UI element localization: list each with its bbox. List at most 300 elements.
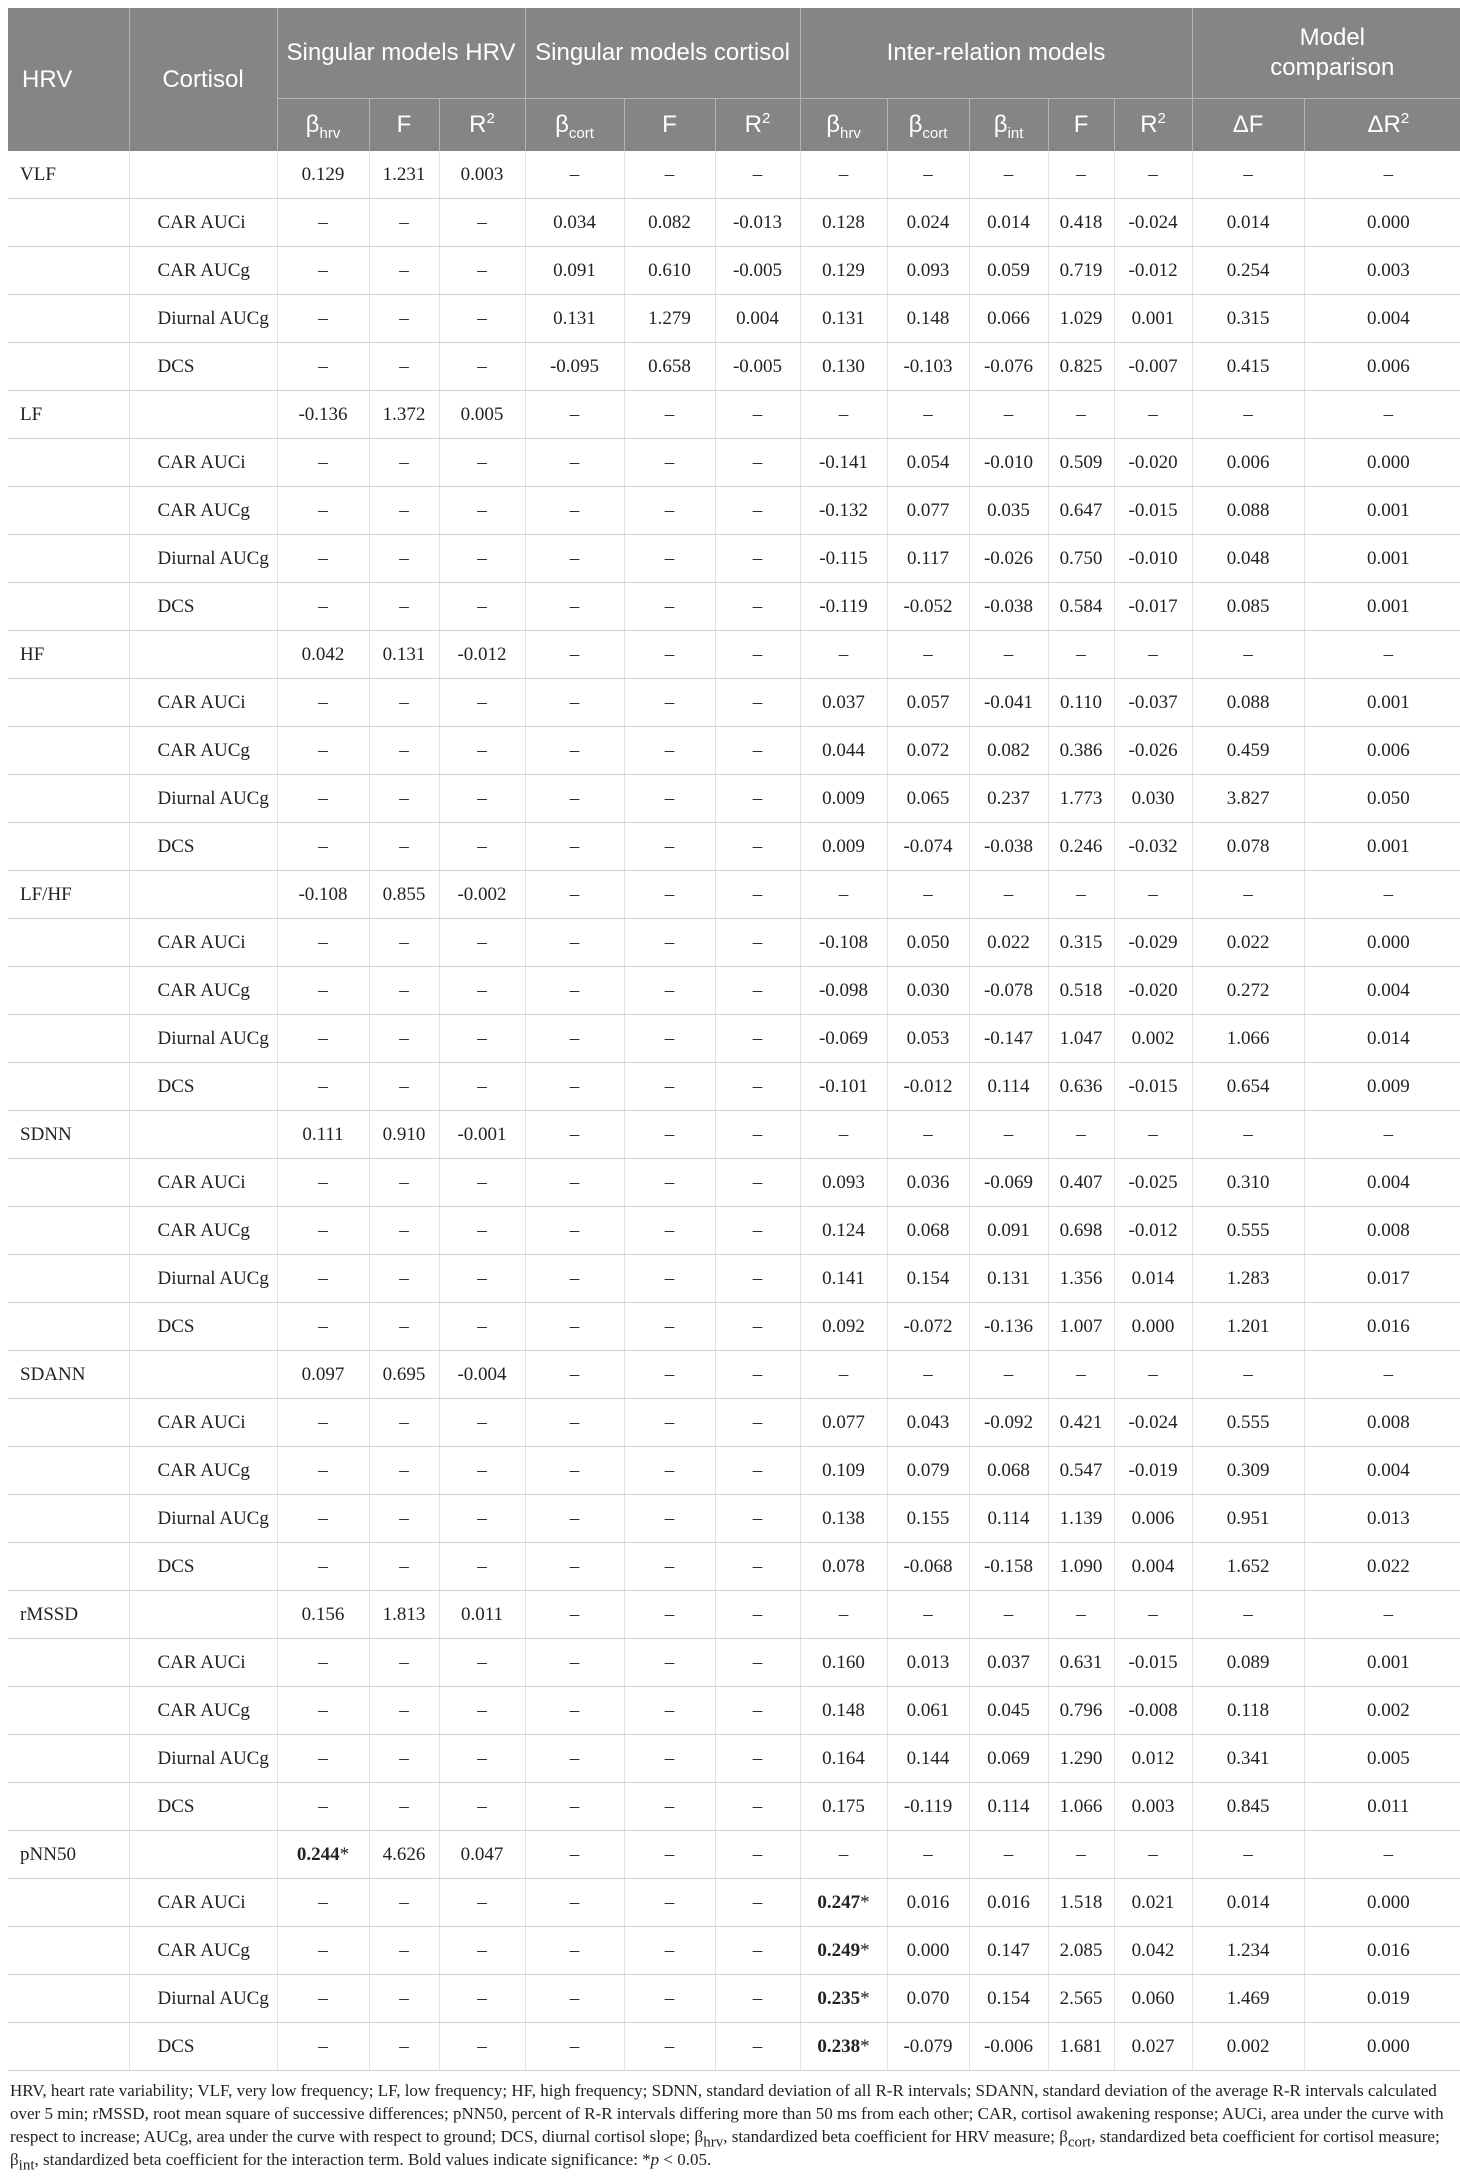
cell-singular-cortisol-beta-cort: –: [525, 487, 624, 535]
cell-singular-hrv-beta-hrv: –: [277, 1159, 369, 1207]
cell-singular-hrv-f: –: [369, 1735, 439, 1783]
cell-singular-cortisol-r2: –: [715, 1543, 800, 1591]
cell-singular-hrv-beta-hrv: –: [277, 727, 369, 775]
cell-model-comparison-delta-r2: 0.003: [1304, 247, 1460, 295]
cell-hrv-label: [8, 2023, 129, 2071]
cell-singular-hrv-f: –: [369, 775, 439, 823]
cell-inter-relation-f: 2.085: [1048, 1927, 1114, 1975]
cell-singular-hrv-r2: –: [439, 199, 525, 247]
cell-singular-hrv-beta-hrv: –: [277, 583, 369, 631]
table-row-cortisol-measure: [8, 1783, 1460, 1831]
cell-hrv-label: [8, 775, 129, 823]
cell-model-comparison-delta-f: 1.283: [1192, 1255, 1304, 1303]
cell-model-comparison-delta-r2: 0.006: [1304, 727, 1460, 775]
cell-inter-relation-r2: 0.002: [1114, 1015, 1192, 1063]
cell-inter-relation-r2: -0.017: [1114, 583, 1192, 631]
cell-singular-cortisol-beta-cort: 0.034: [525, 199, 624, 247]
cell-model-comparison-delta-r2: 0.019: [1304, 1975, 1460, 2023]
cell-singular-hrv-r2: –: [439, 439, 525, 487]
cell-singular-cortisol-beta-cort: –: [525, 727, 624, 775]
cell-cortisol-label: CAR AUCg: [129, 247, 277, 295]
cell-inter-relation-r2: -0.037: [1114, 679, 1192, 727]
cell-inter-relation-beta-int: 0.114: [969, 1495, 1048, 1543]
cell-inter-relation-f: 0.636: [1048, 1063, 1114, 1111]
cell-cortisol-label: [129, 1591, 277, 1639]
cell-singular-hrv-r2: –: [439, 1303, 525, 1351]
cell-inter-relation-beta-hrv: 0.078: [800, 1543, 887, 1591]
cell-model-comparison-delta-f: 0.254: [1192, 247, 1304, 295]
cell-singular-hrv-f: –: [369, 919, 439, 967]
cell-cortisol-label: [129, 391, 277, 439]
footnote-abbreviations: HRV, heart rate variability; VLF, very low frequency; LF, low frequency; HF, high frequency; SDNN, standard deviation of all R-R intervals; SDANN, standard deviation of the average R-R intervals calculated over 5 min; rMSSD, root mean square of successive differences; pNN50, percent of R-R intervals differing more than 50 ms from each other; CAR, cortisol awakening response; AUCi, area under the curve with respect to increase; AUCg, area under the curve with respect to ground; DCS, diurnal cortisol slope;: [10, 2081, 1444, 2146]
cell-cortisol-label: CAR AUCi: [129, 439, 277, 487]
cell-model-comparison-delta-r2: 0.001: [1304, 823, 1460, 871]
cell-cortisol-label: DCS: [129, 2023, 277, 2071]
cell-singular-cortisol-r2: –: [715, 631, 800, 679]
cell-inter-relation-r2: -0.020: [1114, 967, 1192, 1015]
cell-model-comparison-delta-f: 0.085: [1192, 583, 1304, 631]
cell-hrv-label: LF/HF: [8, 871, 129, 919]
cell-model-comparison-delta-f: 0.002: [1192, 2023, 1304, 2071]
cell-singular-hrv-f: –: [369, 343, 439, 391]
cell-inter-relation-f: 0.418: [1048, 199, 1114, 247]
cell-inter-relation-beta-int: 0.059: [969, 247, 1048, 295]
table-row-cortisol-measure: [8, 967, 1460, 1015]
cell-model-comparison-delta-r2: 0.016: [1304, 1927, 1460, 1975]
cell-inter-relation-r2: –: [1114, 1591, 1192, 1639]
cell-cortisol-label: DCS: [129, 823, 277, 871]
cell-hrv-label: [8, 1879, 129, 1927]
cell-singular-cortisol-f: –: [624, 487, 715, 535]
cell-inter-relation-f: 0.421: [1048, 1399, 1114, 1447]
cell-singular-hrv-r2: –: [439, 2023, 525, 2071]
cell-hrv-label: [8, 1639, 129, 1687]
cell-hrv-label: HF: [8, 631, 129, 679]
cell-singular-cortisol-r2: -0.005: [715, 343, 800, 391]
cell-singular-cortisol-r2: –: [715, 1927, 800, 1975]
cell-model-comparison-delta-r2: 0.000: [1304, 1879, 1460, 1927]
cell-singular-hrv-r2: –: [439, 1255, 525, 1303]
cell-inter-relation-beta-hrv: 0.138: [800, 1495, 887, 1543]
cell-singular-cortisol-beta-cort: –: [525, 1159, 624, 1207]
cell-model-comparison-delta-f: 0.014: [1192, 199, 1304, 247]
cell-inter-relation-r2: -0.020: [1114, 439, 1192, 487]
cell-cortisol-label: Diurnal AUCg: [129, 775, 277, 823]
cell-singular-cortisol-beta-cort: –: [525, 535, 624, 583]
cell-singular-cortisol-r2: –: [715, 487, 800, 535]
cell-inter-relation-r2: 0.042: [1114, 1927, 1192, 1975]
cell-model-comparison-delta-r2: 0.000: [1304, 199, 1460, 247]
cell-singular-cortisol-beta-cort: –: [525, 1495, 624, 1543]
cell-inter-relation-beta-int: 0.022: [969, 919, 1048, 967]
cell-singular-cortisol-r2: –: [715, 1735, 800, 1783]
cell-singular-hrv-f: –: [369, 535, 439, 583]
cell-cortisol-label: CAR AUCg: [129, 967, 277, 1015]
cell-singular-cortisol-r2: –: [715, 1639, 800, 1687]
cell-inter-relation-beta-hrv: –: [800, 1591, 887, 1639]
cell-singular-cortisol-f: –: [624, 2023, 715, 2071]
cell-singular-hrv-r2: –: [439, 1399, 525, 1447]
cell-hrv-label: [8, 679, 129, 727]
cell-cortisol-label: [129, 1111, 277, 1159]
table-row-cortisol-measure: [8, 823, 1460, 871]
cell-model-comparison-delta-f: 0.555: [1192, 1399, 1304, 1447]
footnote-beta-cort-symbol: β: [1059, 2127, 1068, 2146]
cell-inter-relation-beta-cort: 0.093: [887, 247, 969, 295]
cell-model-comparison-delta-f: 0.845: [1192, 1783, 1304, 1831]
cell-inter-relation-f: 1.090: [1048, 1543, 1114, 1591]
cell-inter-relation-beta-cort: -0.012: [887, 1063, 969, 1111]
cell-cortisol-label: CAR AUCi: [129, 1879, 277, 1927]
cell-singular-cortisol-beta-cort: –: [525, 1543, 624, 1591]
cell-model-comparison-delta-f: –: [1192, 631, 1304, 679]
cell-singular-cortisol-r2: –: [715, 151, 800, 199]
cell-singular-hrv-f: –: [369, 967, 439, 1015]
cell-inter-relation-f: 2.565: [1048, 1975, 1114, 2023]
cell-singular-hrv-beta-hrv: 0.111: [277, 1111, 369, 1159]
cell-model-comparison-delta-f: –: [1192, 151, 1304, 199]
cell-singular-hrv-beta-hrv: –: [277, 487, 369, 535]
cell-singular-cortisol-f: –: [624, 1255, 715, 1303]
cell-singular-hrv-beta-hrv: -0.136: [277, 391, 369, 439]
cell-singular-hrv-r2: –: [439, 727, 525, 775]
cell-singular-hrv-beta-hrv: –: [277, 1687, 369, 1735]
cell-singular-hrv-beta-hrv: 0.042: [277, 631, 369, 679]
cell-singular-cortisol-beta-cort: –: [525, 679, 624, 727]
cell-singular-cortisol-f: –: [624, 391, 715, 439]
cell-model-comparison-delta-r2: 0.008: [1304, 1207, 1460, 1255]
cell-inter-relation-beta-cort: 0.024: [887, 199, 969, 247]
cell-model-comparison-delta-r2: 0.005: [1304, 1735, 1460, 1783]
cell-singular-hrv-f: –: [369, 199, 439, 247]
cell-model-comparison-delta-f: 0.078: [1192, 823, 1304, 871]
cell-singular-cortisol-r2: –: [715, 871, 800, 919]
cell-model-comparison-delta-r2: 0.001: [1304, 1639, 1460, 1687]
cell-singular-cortisol-f: –: [624, 1159, 715, 1207]
cell-inter-relation-beta-int: 0.066: [969, 295, 1048, 343]
cell-inter-relation-beta-hrv: –: [800, 1111, 887, 1159]
cell-inter-relation-beta-cort: 0.057: [887, 679, 969, 727]
subheader-subscript: hrv: [319, 124, 341, 142]
cell-hrv-label: rMSSD: [8, 1591, 129, 1639]
cell-inter-relation-f: 0.631: [1048, 1639, 1114, 1687]
subheader-symbol: ΔF: [1232, 111, 1264, 138]
cell-singular-cortisol-r2: –: [715, 535, 800, 583]
subheader-inter-relation-beta-int: [969, 99, 1048, 152]
subheader-symbol: R: [1140, 111, 1158, 138]
cell-singular-hrv-f: –: [369, 1543, 439, 1591]
cell-singular-cortisol-f: –: [624, 823, 715, 871]
cell-singular-cortisol-r2: –: [715, 1687, 800, 1735]
cell-singular-cortisol-f: –: [624, 1975, 715, 2023]
cell-singular-cortisol-beta-cort: –: [525, 2023, 624, 2071]
table-row-cortisol-measure: [8, 1207, 1460, 1255]
cell-inter-relation-f: –: [1048, 1591, 1114, 1639]
cell-singular-hrv-beta-hrv: –: [277, 1399, 369, 1447]
cell-inter-relation-f: –: [1048, 1351, 1114, 1399]
cell-singular-hrv-f: –: [369, 727, 439, 775]
cell-inter-relation-beta-cort: –: [887, 151, 969, 199]
cell-singular-cortisol-r2: -0.013: [715, 199, 800, 247]
cell-singular-hrv-r2: –: [439, 1687, 525, 1735]
cell-singular-hrv-r2: –: [439, 343, 525, 391]
cell-inter-relation-beta-cort: 0.065: [887, 775, 969, 823]
subheader-model-comparison-delta-f: [1192, 99, 1304, 152]
cell-singular-cortisol-r2: –: [715, 391, 800, 439]
cell-inter-relation-f: 0.698: [1048, 1207, 1114, 1255]
cell-inter-relation-f: 1.773: [1048, 775, 1114, 823]
cell-singular-cortisol-beta-cort: –: [525, 775, 624, 823]
footnote-beta-cort-text: , standardized beta coefficient for cortisol measure;: [1091, 2127, 1440, 2146]
cell-model-comparison-delta-f: 0.654: [1192, 1063, 1304, 1111]
cell-singular-hrv-f: 0.910: [369, 1111, 439, 1159]
cell-inter-relation-f: 0.584: [1048, 583, 1114, 631]
cell-cortisol-label: CAR AUCi: [129, 679, 277, 727]
cell-singular-cortisol-r2: –: [715, 1159, 800, 1207]
cell-inter-relation-beta-int: 0.045: [969, 1687, 1048, 1735]
cell-inter-relation-beta-int: –: [969, 151, 1048, 199]
subheader-subscript: int: [1007, 124, 1024, 142]
footnote-beta-int-symbol: β: [10, 2150, 19, 2169]
cell-inter-relation-beta-int: 0.091: [969, 1207, 1048, 1255]
cell-hrv-label: [8, 247, 129, 295]
cell-inter-relation-beta-hrv: 0.093: [800, 1159, 887, 1207]
cell-inter-relation-beta-int: -0.147: [969, 1015, 1048, 1063]
cell-cortisol-label: CAR AUCi: [129, 199, 277, 247]
cell-model-comparison-delta-f: 0.315: [1192, 295, 1304, 343]
cell-hrv-label: [8, 1447, 129, 1495]
table-row-cortisol-measure: [8, 2023, 1460, 2071]
cell-singular-hrv-f: 0.855: [369, 871, 439, 919]
cell-singular-cortisol-r2: –: [715, 1975, 800, 2023]
cell-singular-hrv-beta-hrv: –: [277, 1207, 369, 1255]
subheader-symbol: ΔR: [1367, 111, 1401, 138]
cell-singular-cortisol-f: –: [624, 871, 715, 919]
cell-singular-cortisol-beta-cort: –: [525, 1303, 624, 1351]
cell-inter-relation-r2: -0.015: [1114, 487, 1192, 535]
cell-singular-cortisol-f: –: [624, 1495, 715, 1543]
cell-singular-cortisol-beta-cort: –: [525, 1927, 624, 1975]
cell-hrv-label: VLF: [8, 151, 129, 199]
cell-singular-cortisol-f: –: [624, 1063, 715, 1111]
subheader-singular-hrv-f: [369, 99, 439, 152]
cell-hrv-label: [8, 295, 129, 343]
cell-model-comparison-delta-r2: –: [1304, 1111, 1460, 1159]
cell-inter-relation-f: 0.518: [1048, 967, 1114, 1015]
subheader-inter-relation-beta-hrv: [800, 99, 887, 152]
cell-singular-cortisol-r2: –: [715, 439, 800, 487]
cell-inter-relation-beta-hrv: -0.098: [800, 967, 887, 1015]
cell-cortisol-label: CAR AUCi: [129, 919, 277, 967]
cell-inter-relation-f: 0.825: [1048, 343, 1114, 391]
cell-inter-relation-r2: 0.014: [1114, 1255, 1192, 1303]
cell-singular-cortisol-f: –: [624, 151, 715, 199]
cell-singular-cortisol-beta-cort: –: [525, 1591, 624, 1639]
subheader-inter-relation-f: [1048, 99, 1114, 152]
cell-inter-relation-f: 0.509: [1048, 439, 1114, 487]
cell-singular-hrv-beta-hrv: –: [277, 1975, 369, 2023]
subheader-subscript: hrv: [840, 124, 861, 142]
cell-inter-relation-f: 0.110: [1048, 679, 1114, 727]
table-row-cortisol-measure: [8, 727, 1460, 775]
cell-inter-relation-beta-cort: 0.036: [887, 1159, 969, 1207]
cell-singular-cortisol-f: 0.610: [624, 247, 715, 295]
cell-singular-hrv-beta-hrv: –: [277, 1735, 369, 1783]
cell-singular-hrv-r2: –: [439, 1975, 525, 2023]
cell-model-comparison-delta-r2: 0.004: [1304, 967, 1460, 1015]
table-row-cortisol-measure: [8, 199, 1460, 247]
subheader-symbol: F: [396, 111, 412, 138]
cell-inter-relation-beta-hrv: 0.148: [800, 1687, 887, 1735]
cell-model-comparison-delta-r2: –: [1304, 631, 1460, 679]
cell-model-comparison-delta-f: 0.088: [1192, 487, 1304, 535]
table-row-cortisol-measure: [8, 1063, 1460, 1111]
cell-singular-cortisol-r2: –: [715, 967, 800, 1015]
cell-model-comparison-delta-r2: 0.017: [1304, 1255, 1460, 1303]
cell-singular-hrv-r2: –: [439, 919, 525, 967]
cell-inter-relation-beta-hrv: -0.069: [800, 1015, 887, 1063]
cell-singular-cortisol-r2: –: [715, 1495, 800, 1543]
cell-hrv-label: [8, 1927, 129, 1975]
cell-singular-hrv-beta-hrv: –: [277, 1303, 369, 1351]
cell-inter-relation-beta-int: -0.041: [969, 679, 1048, 727]
cell-inter-relation-beta-hrv: –: [800, 1831, 887, 1879]
cell-singular-hrv-beta-hrv: 0.156: [277, 1591, 369, 1639]
table-row-cortisol-measure: [8, 1879, 1460, 1927]
cell-singular-cortisol-beta-cort: –: [525, 1255, 624, 1303]
cell-inter-relation-beta-hrv: 0.164: [800, 1735, 887, 1783]
cell-singular-cortisol-f: –: [624, 1927, 715, 1975]
cell-inter-relation-r2: -0.007: [1114, 343, 1192, 391]
cell-model-comparison-delta-r2: 0.000: [1304, 439, 1460, 487]
cell-singular-cortisol-beta-cort: –: [525, 1399, 624, 1447]
cell-singular-hrv-r2: –: [439, 823, 525, 871]
cell-model-comparison-delta-r2: 0.004: [1304, 295, 1460, 343]
subheader-superscript: 2: [1157, 110, 1166, 127]
cell-inter-relation-r2: 0.021: [1114, 1879, 1192, 1927]
cell-inter-relation-f: 1.518: [1048, 1879, 1114, 1927]
cell-inter-relation-f: 1.290: [1048, 1735, 1114, 1783]
cell-hrv-label: [8, 967, 129, 1015]
cell-model-comparison-delta-f: 1.201: [1192, 1303, 1304, 1351]
cell-singular-cortisol-f: –: [624, 1207, 715, 1255]
cell-cortisol-label: Diurnal AUCg: [129, 1735, 277, 1783]
subheader-superscript: 2: [486, 110, 495, 127]
cell-inter-relation-beta-hrv: –: [800, 871, 887, 919]
table-footnote: [8, 2079, 1452, 2174]
cell-singular-hrv-beta-hrv: –: [277, 1927, 369, 1975]
cell-singular-cortisol-f: –: [624, 1591, 715, 1639]
cell-singular-cortisol-f: –: [624, 535, 715, 583]
cell-singular-hrv-beta-hrv: –: [277, 1879, 369, 1927]
cell-inter-relation-beta-cort: 0.054: [887, 439, 969, 487]
cell-inter-relation-beta-hrv: 0.175: [800, 1783, 887, 1831]
cell-inter-relation-beta-cort: –: [887, 871, 969, 919]
cell-model-comparison-delta-f: 3.827: [1192, 775, 1304, 823]
cell-inter-relation-f: 1.029: [1048, 295, 1114, 343]
cell-inter-relation-f: 1.681: [1048, 2023, 1114, 2071]
cell-singular-hrv-r2: –: [439, 1639, 525, 1687]
table-body: [8, 151, 1460, 2071]
cell-singular-hrv-r2: –: [439, 1447, 525, 1495]
cell-model-comparison-delta-f: –: [1192, 871, 1304, 919]
cell-singular-cortisol-beta-cort: –: [525, 967, 624, 1015]
cell-inter-relation-beta-int: -0.069: [969, 1159, 1048, 1207]
cell-cortisol-label: [129, 871, 277, 919]
cell-inter-relation-r2: -0.024: [1114, 1399, 1192, 1447]
cell-singular-hrv-beta-hrv: –: [277, 1015, 369, 1063]
cell-singular-hrv-beta-hrv: –: [277, 247, 369, 295]
cell-inter-relation-beta-hrv: 0.249 *: [800, 1927, 887, 1975]
cell-model-comparison-delta-f: 1.652: [1192, 1543, 1304, 1591]
table-row-cortisol-measure: [8, 295, 1460, 343]
cell-cortisol-label: Diurnal AUCg: [129, 1975, 277, 2023]
group-header-singular-cortisol: Singular models cortisol: [525, 8, 800, 99]
cell-inter-relation-r2: –: [1114, 1111, 1192, 1159]
cell-singular-hrv-f: –: [369, 1159, 439, 1207]
cell-singular-hrv-r2: –: [439, 1879, 525, 1927]
cell-singular-hrv-f: 1.372: [369, 391, 439, 439]
cell-hrv-label: [8, 343, 129, 391]
cell-singular-cortisol-f: 0.082: [624, 199, 715, 247]
footnote-beta-hrv-text: , standardized beta coefficient for HRV measure;: [723, 2127, 1060, 2146]
table-row-cortisol-measure: [8, 1399, 1460, 1447]
cell-cortisol-label: [129, 151, 277, 199]
cell-singular-cortisol-r2: –: [715, 1447, 800, 1495]
cell-singular-cortisol-f: –: [624, 1303, 715, 1351]
cell-model-comparison-delta-f: 0.118: [1192, 1687, 1304, 1735]
cell-inter-relation-r2: 0.027: [1114, 2023, 1192, 2071]
cell-cortisol-label: [129, 1351, 277, 1399]
cell-inter-relation-beta-hrv: -0.141: [800, 439, 887, 487]
cell-singular-hrv-f: –: [369, 1639, 439, 1687]
cell-singular-hrv-f: –: [369, 583, 439, 631]
cell-inter-relation-beta-cort: 0.117: [887, 535, 969, 583]
table-row-cortisol-measure: [8, 1687, 1460, 1735]
cell-singular-cortisol-beta-cort: 0.091: [525, 247, 624, 295]
cell-inter-relation-beta-cort: 0.077: [887, 487, 969, 535]
cell-inter-relation-beta-hrv: 0.160: [800, 1639, 887, 1687]
cell-inter-relation-beta-int: –: [969, 391, 1048, 439]
cell-singular-hrv-f: 1.813: [369, 1591, 439, 1639]
subheader-singular-hrv-beta-hrv: [277, 99, 369, 152]
cell-singular-cortisol-f: –: [624, 1831, 715, 1879]
cell-singular-cortisol-f: –: [624, 631, 715, 679]
cell-inter-relation-beta-cort: 0.079: [887, 1447, 969, 1495]
cell-inter-relation-beta-cort: 0.013: [887, 1639, 969, 1687]
cell-hrv-label: [8, 1735, 129, 1783]
subheader-inter-relation-r2: [1114, 99, 1192, 152]
cell-inter-relation-r2: –: [1114, 151, 1192, 199]
cell-inter-relation-beta-cort: -0.068: [887, 1543, 969, 1591]
cell-singular-hrv-f: –: [369, 487, 439, 535]
cell-model-comparison-delta-f: –: [1192, 1591, 1304, 1639]
cell-singular-hrv-r2: –: [439, 295, 525, 343]
cell-inter-relation-r2: 0.060: [1114, 1975, 1192, 2023]
cell-inter-relation-beta-cort: 0.050: [887, 919, 969, 967]
cell-model-comparison-delta-r2: 0.006: [1304, 343, 1460, 391]
cell-hrv-label: [8, 1303, 129, 1351]
cell-singular-cortisol-beta-cort: –: [525, 439, 624, 487]
cell-model-comparison-delta-f: –: [1192, 391, 1304, 439]
cell-singular-hrv-f: –: [369, 1207, 439, 1255]
cell-singular-hrv-r2: –: [439, 1159, 525, 1207]
cell-inter-relation-r2: -0.012: [1114, 1207, 1192, 1255]
cell-inter-relation-beta-int: -0.092: [969, 1399, 1048, 1447]
cell-inter-relation-beta-cort: 0.144: [887, 1735, 969, 1783]
cell-model-comparison-delta-r2: –: [1304, 1591, 1460, 1639]
subheader-symbol: F: [1073, 111, 1089, 138]
